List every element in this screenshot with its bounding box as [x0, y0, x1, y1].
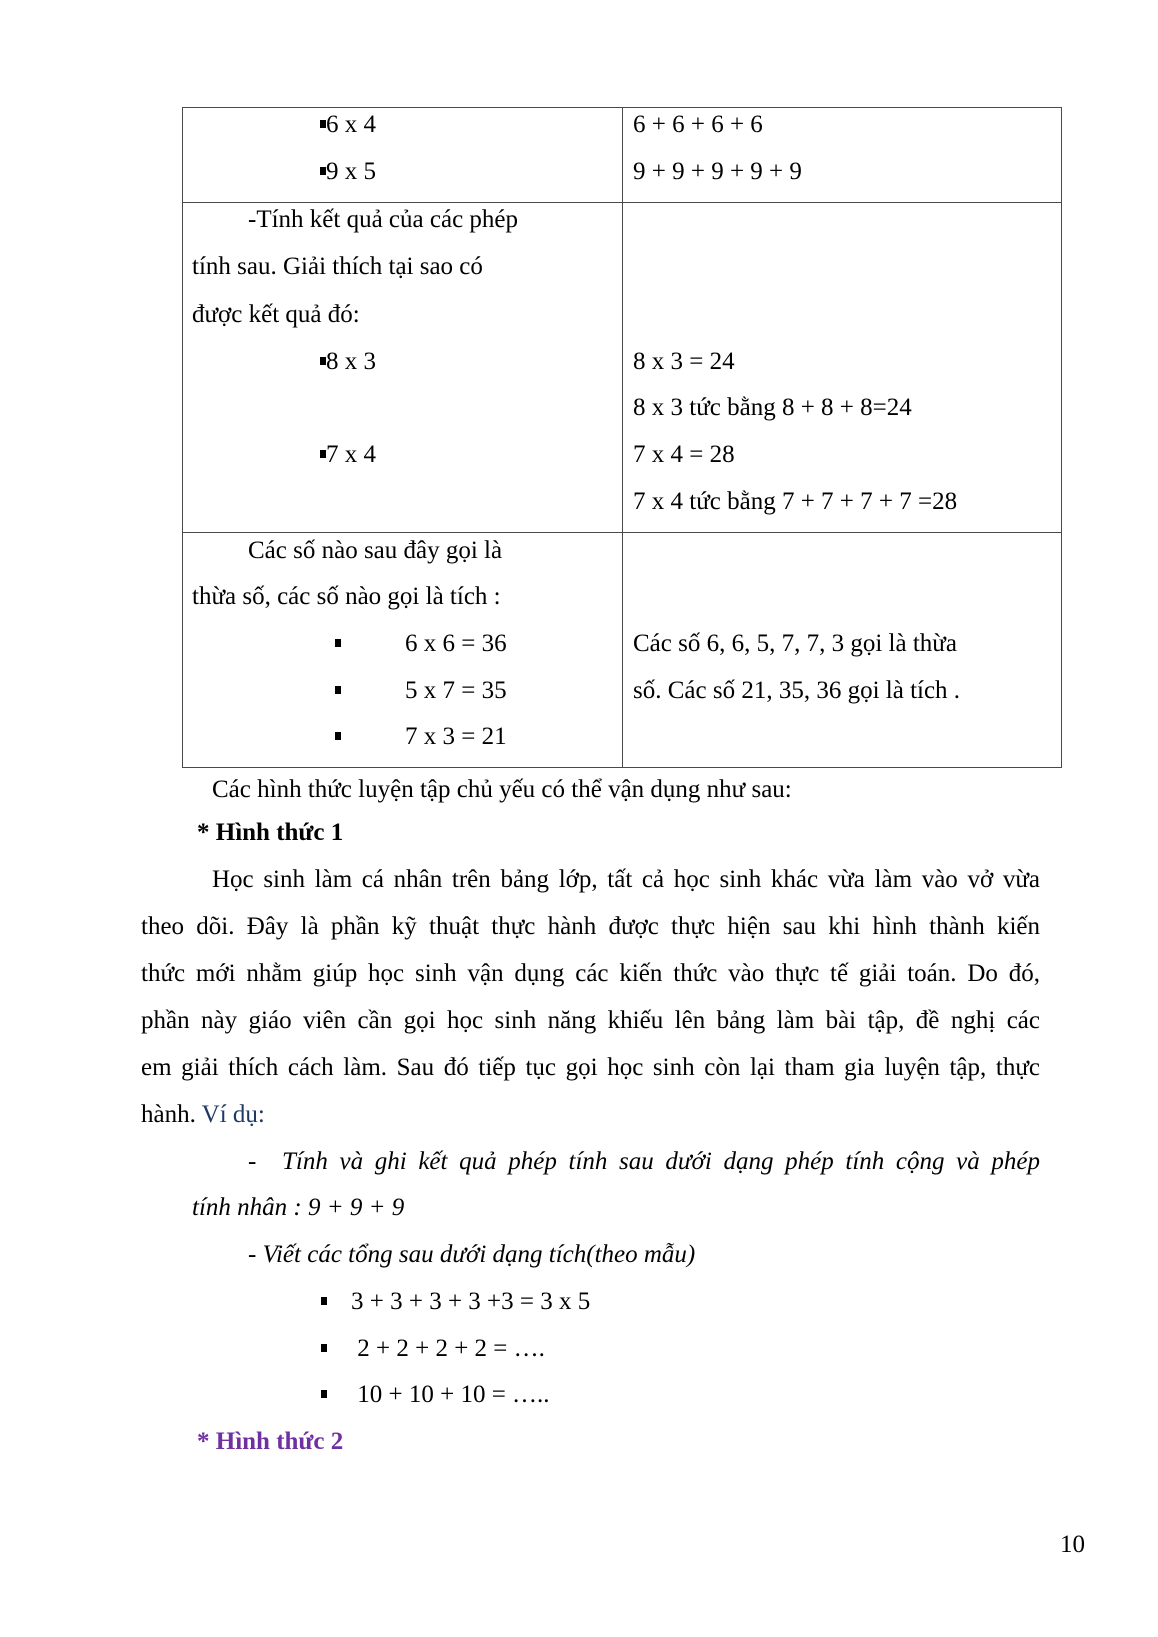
task2-item	[321, 1287, 591, 1317]
heading-hinh-thuc-2: * Hình thức 2	[197, 1428, 344, 1455]
paragraph-last-text: hành.	[141, 1101, 196, 1128]
bullet-icon	[335, 723, 341, 750]
table-cell-left-item	[335, 676, 507, 706]
bullet-text: 6 x 6 = 36	[405, 630, 507, 657]
task2-item	[321, 1334, 545, 1364]
table-cell-left-item	[335, 722, 507, 752]
task2-instruction: - Viết các tổng sau dưới dạng tích(theo mẫu)	[248, 1241, 696, 1268]
heading-hinh-thuc-1: * Hình thức 1	[197, 819, 344, 846]
table-cell-left-intro: -Tính kết quả của các phép	[248, 206, 519, 233]
table-border-left	[182, 107, 183, 768]
paragraph-line: phần này giáo viên cần gọi học sinh năng khiếu lên bảng làm bài tập, đề nghị các	[141, 1007, 1040, 1034]
task2-item-text: 10 + 10 + 10 = …..	[351, 1381, 550, 1408]
bullet-text: 9 x 5	[326, 158, 376, 185]
bullet-icon	[321, 1335, 327, 1362]
table-cell-left-item	[320, 110, 376, 140]
paragraph-line: em giải thích cách làm. Sau đó tiếp tục gọi học sinh còn lại tham gia luyện tập, thực	[141, 1054, 1040, 1081]
bullet-text: 8 x 3	[326, 348, 376, 375]
bullet-icon	[321, 1288, 327, 1315]
table-cell-left-item	[320, 157, 376, 187]
bullet-icon	[335, 677, 341, 704]
table-cell-left-item	[320, 347, 376, 377]
table-cell-left-intro: được kết quả đó:	[192, 301, 360, 328]
table-cell-right-line: số. Các số 21, 35, 36 gọi là tích .	[633, 677, 961, 704]
task2-item	[321, 1380, 550, 1410]
table-cell-left-item	[320, 440, 376, 470]
intro-text: Các hình thức luyện tập chủ yếu có thể vận dụng như sau:	[212, 776, 792, 803]
table-border-right	[1061, 107, 1062, 768]
bullet-text: 5 x 7 = 35	[405, 677, 507, 704]
table-border-mid	[622, 107, 623, 768]
bullet-icon	[335, 630, 341, 657]
paragraph-last-line	[141, 1100, 265, 1130]
table-cell-left-item	[335, 629, 507, 659]
example-label: Ví dụ:	[201, 1101, 265, 1128]
bullet-icon	[321, 1381, 327, 1408]
table-cell-right-line: Các số 6, 6, 5, 7, 7, 3 gọi là thừa	[633, 630, 957, 657]
bullet-text: 7 x 3 = 21	[405, 723, 507, 750]
table-cell-right-line: 6 + 6 + 6 + 6	[633, 111, 763, 138]
task2-item-text: 3 + 3 + 3 + 3 +3 = 3 x 5	[351, 1288, 591, 1315]
bullet-text: 6 x 4	[326, 111, 376, 138]
table-cell-left-intro: tính sau. Giải thích tại sao có	[192, 253, 483, 280]
task1-line1: Tính và ghi kết quả phép tính sau dưới dạng phép tính cộng và phép	[282, 1148, 1040, 1175]
table-cell-right-line: 8 x 3 tức bằng 8 + 8 + 8=24	[633, 394, 912, 421]
task1-line2: tính nhân : 9 + 9 + 9	[192, 1194, 405, 1221]
table-cell-left-intro: thừa số, các số nào gọi là tích :	[192, 583, 501, 610]
task1-dash: -	[248, 1148, 257, 1175]
task2-item-text: 2 + 2 + 2 + 2 = ….	[351, 1335, 545, 1362]
table-cell-right-line: 7 x 4 tức bằng 7 + 7 + 7 + 7 =28	[633, 488, 958, 515]
paragraph-line: theo dõi. Đây là phần kỹ thuật thực hành được thực hiện sau khi hình thành kiến	[141, 913, 1040, 940]
table-cell-right-line: 8 x 3 = 24	[633, 348, 735, 375]
table-cell-right-line: 9 + 9 + 9 + 9 + 9	[633, 158, 802, 185]
paragraph-line: Học sinh làm cá nhân trên bảng lớp, tất cả học sinh khác vừa làm vào vở vừa	[212, 866, 1040, 893]
bullet-text: 7 x 4	[326, 441, 376, 468]
table-cell-left-intro: Các số nào sau đây gọi là	[248, 537, 503, 564]
table-cell-right-line: 7 x 4 = 28	[633, 441, 735, 468]
page-number: 10	[1060, 1531, 1085, 1558]
paragraph-line: thức mới nhằm giúp học sinh vận dụng các kiến thức vào thực tế giải toán. Do đó,	[141, 960, 1040, 987]
